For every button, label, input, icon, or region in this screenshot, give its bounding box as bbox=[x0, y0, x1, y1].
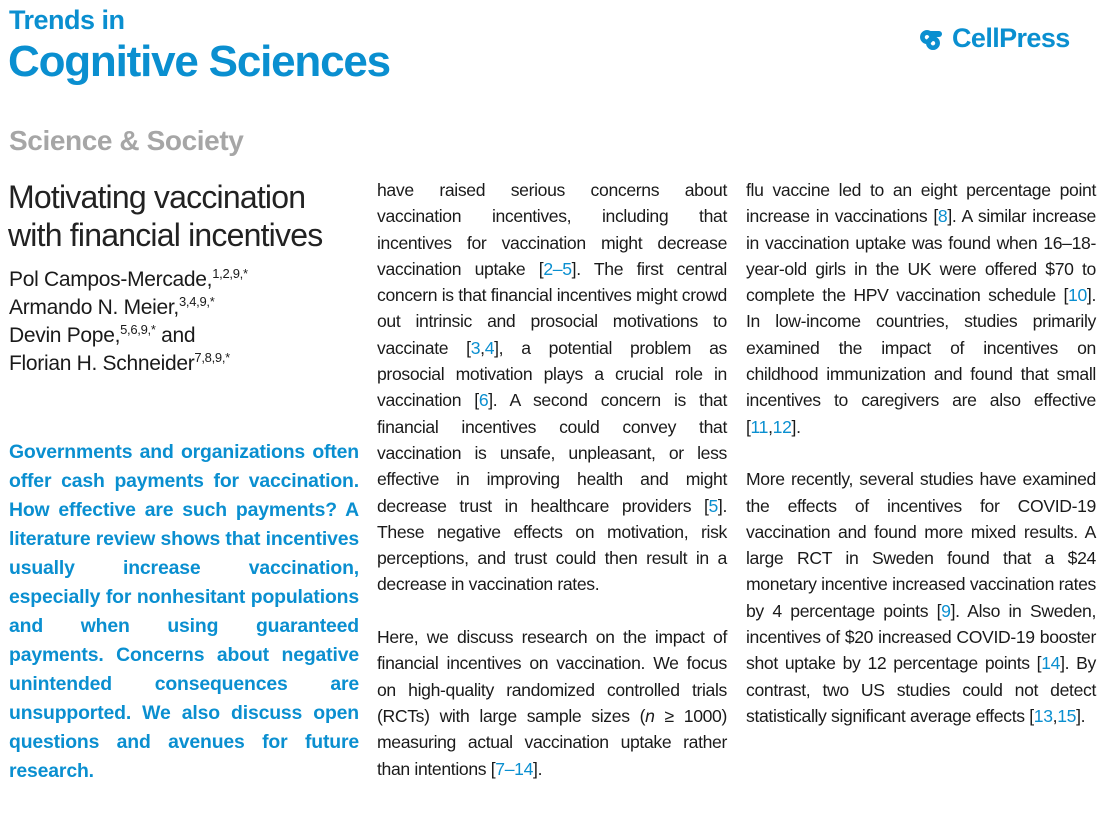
journal-name-line1: Trends in bbox=[9, 5, 125, 35]
body-paragraph: have raised serious concerns about vaccination incentives, including that incentives for vaccination might decrease vaccination uptake [2–5]. The first central concern is that financial incentives might crowd out intrinsic and prosocial motivations to vaccinate [3,4], a potential problem as prosocial motivation plays a crucial role in vaccination [6]. A second concern is that financial incentives could convey that vaccination is unsafe, unpleasant, or less effective in improving health and might decrease trust in healthcare providers [5]. These negative effects on motivation, risk perceptions, and trust could then result in a decrease in vaccination rates. bbox=[377, 180, 727, 595]
citation-link[interactable]: 14 bbox=[1041, 653, 1061, 674]
publisher-name: CellPress bbox=[952, 22, 1070, 53]
body-paragraph: flu vaccine led to an eight percentage point increase in vaccinations [8]. A similar increase in vaccination uptake was found when 16–18-year-old girls in the UK were offered $70 to complete the HPV vaccination schedule [10]. In low-income countries, studies primarily examined the impact of incentives on childhood immunization and found that small incentives to caregivers are also effective [11,12]. bbox=[746, 180, 1096, 437]
author-name[interactable]: Pol Campos-Mercade, bbox=[9, 268, 213, 291]
citation-link[interactable]: 7–14 bbox=[495, 758, 534, 779]
citation-link[interactable]: 13 bbox=[1033, 705, 1053, 726]
author-list bbox=[9, 266, 359, 378]
citation-link[interactable]: 10 bbox=[1068, 285, 1087, 306]
author-affiliation: 5,6,9,* bbox=[120, 322, 156, 337]
author-conjunction: and bbox=[155, 324, 196, 347]
citation-link[interactable]: 2–5 bbox=[543, 258, 572, 279]
publisher-logo[interactable] bbox=[914, 22, 1070, 54]
author-affiliation: 7,8,9,* bbox=[194, 350, 230, 365]
author-name[interactable]: Armando N. Meier, bbox=[9, 296, 179, 319]
citation-link[interactable]: 15 bbox=[1057, 705, 1077, 726]
section-label: Science & Society bbox=[9, 125, 244, 156]
author-line bbox=[9, 266, 359, 294]
citation-link[interactable]: 4 bbox=[484, 337, 495, 358]
citation-link[interactable]: 12 bbox=[772, 416, 792, 437]
author-affiliation: 3,4,9,* bbox=[178, 294, 215, 309]
author-affiliation: 1,2,9,* bbox=[212, 266, 248, 281]
body-column-2 bbox=[377, 177, 727, 782]
cellpress-logo-icon bbox=[914, 22, 946, 54]
body-column-3 bbox=[746, 177, 1096, 729]
abstract: Governments and organizations often offer cash payments for vaccination. How effective are such payments? A literature review shows that incentives usually increase vaccination, especially for nonhesitant populations and when using guaranteed payments. Concerns about negative unintended consequences are unsupported. We also discuss open questions and avenues for future research. bbox=[9, 441, 359, 782]
author-line bbox=[9, 294, 359, 322]
citation-link[interactable]: 5 bbox=[708, 495, 718, 516]
citation-link[interactable]: 6 bbox=[478, 390, 489, 411]
citation-link[interactable]: 9 bbox=[941, 600, 951, 621]
citation-link[interactable]: 3 bbox=[470, 337, 481, 358]
citation-link[interactable]: 8 bbox=[937, 206, 948, 227]
author-line bbox=[9, 322, 359, 350]
author-name[interactable]: Devin Pope, bbox=[9, 324, 121, 347]
body-paragraph: Here, we discuss research on the impact of financial incentives on vaccination. We focus on high-quality randomized controlled trials (RCTs) with large sample sizes (n ≥ 1000) measuring actual vaccination uptake rather than intentions [7–14]. bbox=[377, 627, 728, 779]
author-line bbox=[9, 350, 359, 378]
body-paragraph: More recently, several studies have examined the effects of incentives for COVID-19 vaccination and found more mixed results. A large RCT in Sweden found that a $24 monetary incentive increased vaccination rates by 4 percentage points [9]. Also in Sweden, incentives of $20 increased COVID-19 booster shot uptake by 12 percentage points [14]. By contrast, two US studies could not detect statistically significant average effects [13,15]. bbox=[746, 469, 1096, 726]
author-name[interactable]: Florian H. Schneider bbox=[9, 352, 195, 375]
journal-name-line2: Cognitive Sciences bbox=[8, 37, 390, 86]
citation-link[interactable]: 11 bbox=[750, 416, 769, 437]
article-title: Motivating vaccination with financial incentives bbox=[8, 179, 323, 253]
